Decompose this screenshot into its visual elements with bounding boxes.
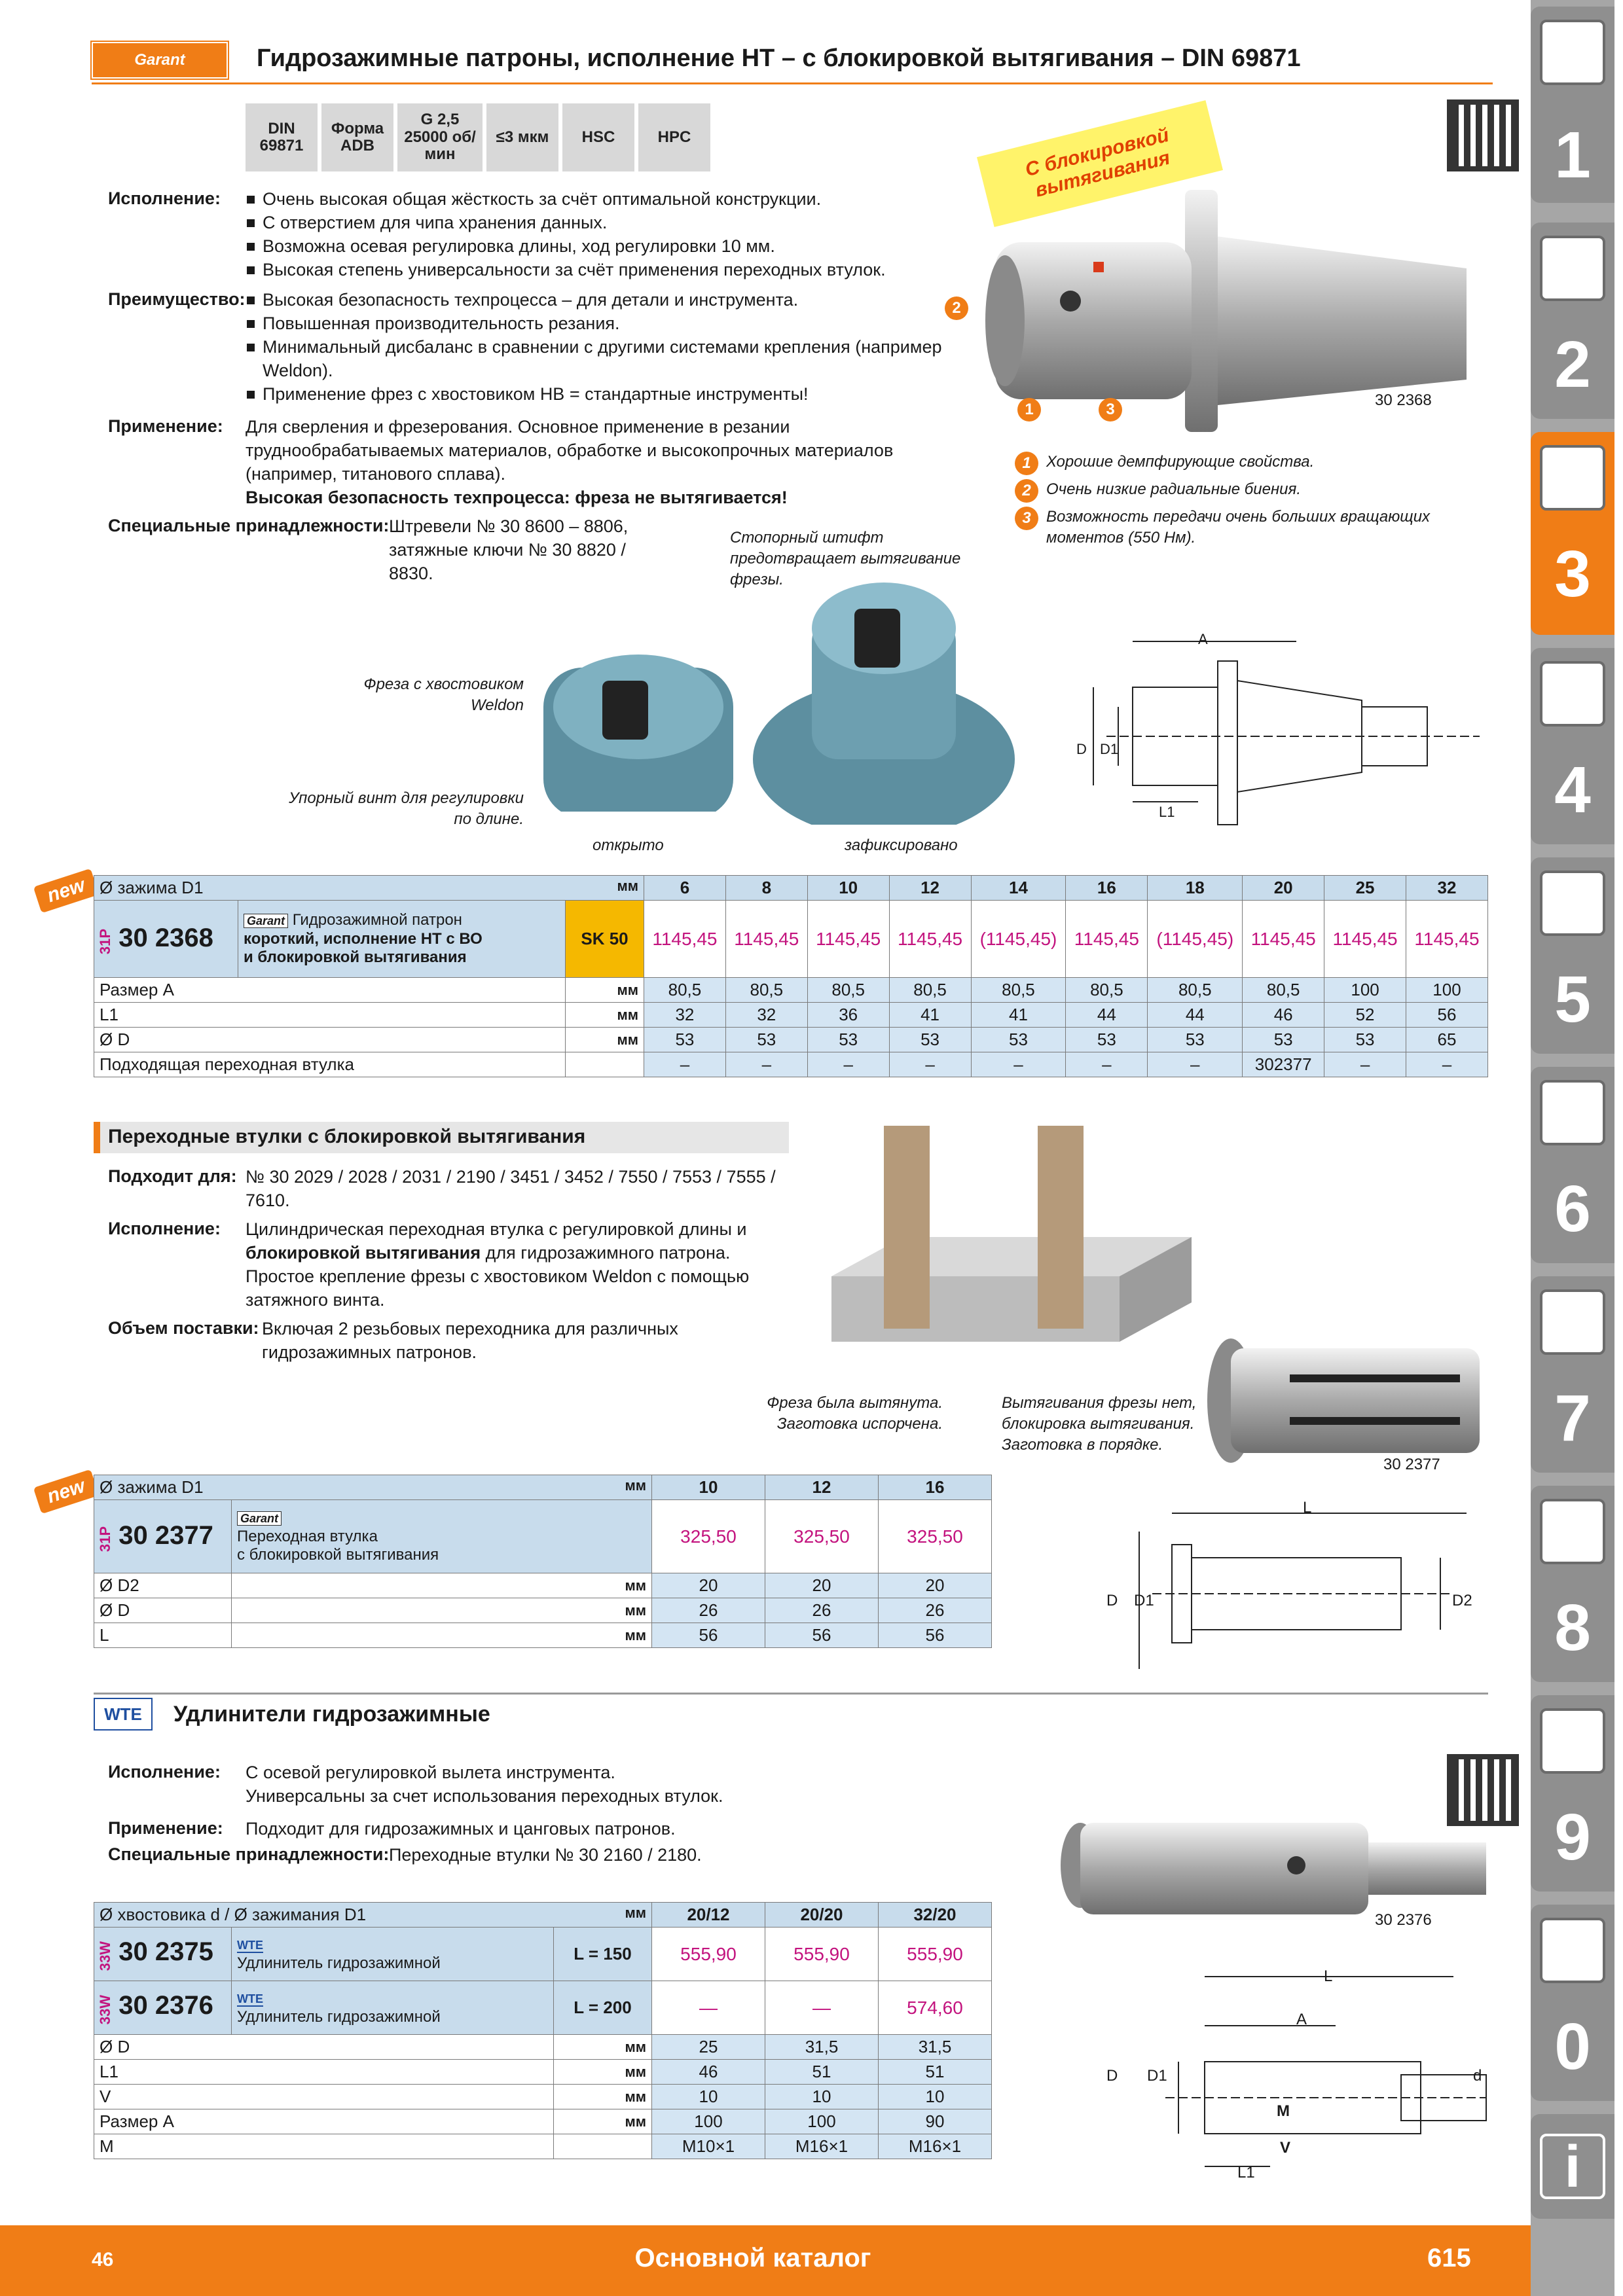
section-title-extensions: Удлинители гидрозажимные bbox=[173, 1702, 490, 1727]
qr-code bbox=[1447, 99, 1519, 171]
list-item: Высокая безопасность техпроцесса – для детали и инструмента. bbox=[246, 288, 998, 312]
qr-code bbox=[1447, 1754, 1519, 1826]
price: 1145,45 bbox=[644, 901, 726, 978]
dim-A: A bbox=[1296, 2011, 1307, 2028]
dim-A: A bbox=[1198, 631, 1208, 647]
price: (1145,45) bbox=[971, 901, 1066, 978]
col-header: 6 bbox=[644, 876, 726, 901]
label-acc3: Специальные принадлежности: bbox=[108, 1844, 390, 1864]
callout-text: Возможность передачи очень больших вращающих моментов (550 Нм). bbox=[1046, 508, 1431, 547]
product-desc: WTE Удлинитель гидрозажимной bbox=[232, 1981, 554, 2035]
header-rule bbox=[92, 82, 1493, 84]
toolholder-icon bbox=[1540, 445, 1605, 511]
table-row: Ø D2 мм 20 20 20 bbox=[94, 1573, 992, 1598]
safety-icon bbox=[1540, 1918, 1605, 1983]
callout-list bbox=[1015, 452, 1473, 548]
weldon-closeup-open bbox=[543, 641, 733, 812]
section-title-sleeves: Переходные втулки с блокировкой вытягивания bbox=[94, 1122, 789, 1153]
dim-d: d bbox=[1473, 2067, 1482, 2085]
product-code: 30 2376 bbox=[119, 1991, 213, 2020]
dim-D1: D1 bbox=[1100, 741, 1119, 757]
table-row: L1 мм 46 51 51 bbox=[94, 2060, 992, 2085]
price: — bbox=[652, 1981, 765, 2035]
dim-D: D bbox=[1106, 1592, 1118, 1609]
annotation-weldon: Фреза с хвостовиком Weldon bbox=[363, 675, 524, 714]
col-header: 32 bbox=[1406, 876, 1488, 901]
list-item: Повышенная производительность резания. bbox=[246, 312, 998, 335]
table-row: V мм 10 10 10 bbox=[94, 2085, 992, 2109]
side-tab-3[interactable]: 3 bbox=[1531, 432, 1614, 635]
product-code: 30 2377 bbox=[119, 1520, 213, 1550]
price: 555,90 bbox=[879, 1928, 992, 1981]
col-header-label: Ø хвостовика d / Ø зажимания D1 мм bbox=[94, 1903, 652, 1928]
dim-D2: D2 bbox=[1452, 1592, 1472, 1609]
side-tab-9[interactable]: 9 bbox=[1531, 1695, 1614, 1892]
price: — bbox=[765, 1981, 879, 2035]
table-302368 bbox=[94, 875, 1488, 1077]
price: 325,50 bbox=[765, 1500, 879, 1573]
length-label: L = 150 bbox=[554, 1928, 652, 1981]
badge-hpc: HPC bbox=[638, 103, 710, 171]
side-tab-1[interactable]: 1 bbox=[1531, 7, 1614, 203]
new-badge: new bbox=[33, 1469, 99, 1514]
sleeve-image bbox=[1205, 1335, 1486, 1466]
product-desc: WTE Удлинитель гидрозажимной bbox=[232, 1928, 554, 1981]
col-header: 14 bbox=[971, 876, 1066, 901]
isp2-text: Цилиндрическая переходная втулка с регулировкой длины и блокировкой вытягивания для гидрозажимного патрона. Простое крепление фрезы с хвостовиком Weldon с помощью затяжного винта. bbox=[246, 1219, 750, 1310]
badge-runout: ≤3 мкм bbox=[486, 103, 558, 171]
footer-title: Основной каталог bbox=[634, 2244, 871, 2272]
image-code-ext: 30 2376 bbox=[1375, 1911, 1432, 1929]
pliers-icon bbox=[1540, 1289, 1605, 1355]
callout-marker-3: 3 bbox=[1015, 507, 1038, 530]
col-header: 25 bbox=[1324, 876, 1406, 901]
label-open: открыто bbox=[593, 836, 664, 854]
label-primenenie: Применение: bbox=[108, 416, 223, 436]
table-row: L мм 56 56 56 bbox=[94, 1623, 992, 1648]
col-header-label: Ø зажима D1 мм bbox=[94, 876, 644, 901]
label-accessories: Специальные принадлежности: bbox=[108, 516, 390, 535]
badge-form: Форма ADB bbox=[321, 103, 393, 171]
annotation-pin: Стопорный штифт предотвращает вытягивание фрезы. bbox=[730, 529, 961, 588]
primenenie-bold: Высокая безопасность техпроцесса: фреза не вытягивается! bbox=[246, 488, 788, 507]
table-row: L1 мм 32 32 36 41 41 44 44 46 52 56 bbox=[94, 1003, 1488, 1028]
weldon-closeup-fixed bbox=[746, 576, 1021, 825]
image-code-sleeve: 30 2377 bbox=[1383, 1456, 1440, 1473]
ispolnenie-list bbox=[246, 187, 998, 281]
list-item: Высокая степень универсальности за счёт применения переходных втулок. bbox=[246, 258, 998, 281]
dim-D1: D1 bbox=[1134, 1592, 1154, 1609]
footer-left: 46 bbox=[92, 2249, 114, 2270]
dim-L: L bbox=[1303, 1499, 1312, 1516]
callout-marker-2: 2 bbox=[1015, 479, 1038, 503]
extension-image bbox=[1054, 1820, 1493, 1924]
price: 1145,45 bbox=[725, 901, 807, 978]
page-title: Гидрозажимные патроны, исполнение НТ – с блокировкой вытягивания – DIN 69871 bbox=[257, 45, 1301, 72]
col-header: 32/20 bbox=[879, 1903, 992, 1928]
product-desc: Garant Переходная втулка с блокировкой вытягивания bbox=[232, 1500, 652, 1573]
product-desc: Garant Гидрозажимной патрон короткий, исполнение НТ с ВО и блокировкой вытягивания bbox=[238, 901, 566, 978]
col-header: 20 bbox=[1243, 876, 1324, 901]
col-header: 12 bbox=[889, 876, 971, 901]
wte-logo: WTE bbox=[94, 1698, 153, 1731]
fits-text: № 30 2029 / 2028 / 2031 / 2190 / 3451 / 3452 / 7550 / 7553 / 7555 / 7610. bbox=[246, 1167, 776, 1210]
accessories-text: Штревели № 30 8600 – 8806, затяжные ключи № 30 8820 / 8830. bbox=[389, 516, 629, 583]
callout-text: Хорошие демпфирующие свойства. bbox=[1046, 453, 1315, 471]
col-header: 20/12 bbox=[652, 1903, 765, 1928]
product-id-cell: 33W 30 2376 bbox=[94, 1981, 232, 2035]
image-code-main: 30 2368 bbox=[1375, 391, 1432, 409]
dim-L: L bbox=[1324, 1967, 1333, 1985]
label-ispolnenie: Исполнение: bbox=[108, 188, 221, 208]
col-header: 8 bbox=[725, 876, 807, 901]
drawing-holder bbox=[1074, 635, 1486, 844]
side-tab-8[interactable]: 8 bbox=[1531, 1486, 1614, 1682]
dim-D: D bbox=[1106, 2067, 1118, 2085]
label-fits: Подходит для: bbox=[108, 1166, 237, 1186]
drill-icon bbox=[1540, 20, 1605, 85]
label-isp2: Исполнение: bbox=[108, 1219, 221, 1238]
new-badge: new bbox=[33, 869, 99, 913]
table-extensions bbox=[94, 1902, 992, 2159]
col-header: 12 bbox=[765, 1475, 879, 1500]
price: 555,90 bbox=[765, 1928, 879, 1981]
table-row: Размер A мм 100 100 90 bbox=[94, 2109, 992, 2134]
col-header: 10 bbox=[652, 1475, 765, 1500]
label-fixed: зафиксировано bbox=[845, 836, 958, 854]
annotation-pulled: Фреза была вытянута. Заготовка испорчена. bbox=[767, 1394, 943, 1433]
footer-page-number: 615 bbox=[1427, 2244, 1471, 2272]
prim3-text: Подходит для гидрозажимных и цанговых патронов. bbox=[246, 1819, 676, 1839]
price: 325,50 bbox=[652, 1500, 765, 1573]
col-header-label: Ø зажима D1 мм bbox=[94, 1475, 652, 1500]
product-code: 30 2368 bbox=[119, 923, 213, 952]
col-header: 16 bbox=[879, 1475, 992, 1500]
list-item: Возможна осевая регулировка длины, ход регулировки 10 мм. bbox=[246, 234, 998, 258]
col-header: 20/20 bbox=[765, 1903, 879, 1928]
table-row: Подходящая переходная втулка – – – – – – – 302377 – – bbox=[94, 1052, 1488, 1077]
caliper-icon bbox=[1540, 661, 1605, 726]
workbench-icon bbox=[1540, 1499, 1605, 1564]
drawing-sleeve bbox=[1113, 1505, 1480, 1676]
annotation-screw: Упорный винт для регулировки по длине. bbox=[289, 789, 524, 828]
length-label: L = 200 bbox=[554, 1981, 652, 2035]
price: (1145,45) bbox=[1148, 901, 1243, 978]
price: 1145,45 bbox=[889, 901, 971, 978]
primenenie-text: Для сверления и фрезерования. Основное применение в резании труднообрабатываемых материалов, обработке и высокопрочных материалов (например, титанового сплава). bbox=[246, 417, 894, 484]
table-row: M M10×1 M16×1 M16×1 bbox=[94, 2134, 992, 2159]
side-tab-4[interactable]: 4 bbox=[1531, 648, 1614, 844]
callout-marker-3: 3 bbox=[1099, 398, 1122, 422]
preim-list bbox=[246, 288, 998, 406]
label-volume: Объем поставки: bbox=[108, 1318, 259, 1338]
acc3-text: Переходные втулки № 30 2160 / 2180. bbox=[389, 1845, 702, 1865]
label-isp3: Исполнение: bbox=[108, 1762, 221, 1782]
price: 1145,45 bbox=[1324, 901, 1406, 978]
callout-marker-1: 1 bbox=[1015, 452, 1038, 475]
table-row: Ø D мм 53 53 53 53 53 53 53 53 53 65 bbox=[94, 1028, 1488, 1052]
label-preim: Преимущество: bbox=[108, 289, 246, 309]
col-header: 18 bbox=[1148, 876, 1243, 901]
product-code: 30 2375 bbox=[119, 1937, 213, 1967]
side-tab-2[interactable]: 2 bbox=[1531, 223, 1614, 419]
callout-text: Очень низкие радиальные биения. bbox=[1046, 480, 1302, 498]
product-id-cell: 31P 30 2368 bbox=[94, 901, 238, 978]
dim-M: M bbox=[1277, 2102, 1290, 2120]
price: 555,90 bbox=[652, 1928, 765, 1981]
volume-text: Включая 2 резьбовых переходника для различных гидрозажимных патронов. bbox=[262, 1319, 678, 1362]
insert-icon bbox=[1540, 236, 1605, 301]
callout-marker-2: 2 bbox=[945, 296, 968, 320]
price: 574,60 bbox=[879, 1981, 992, 2035]
side-tab-info[interactable]: i bbox=[1531, 2114, 1614, 2219]
col-header: 16 bbox=[1066, 876, 1148, 901]
badge-hsc: HSC bbox=[562, 103, 634, 171]
garant-logo: Garant bbox=[92, 42, 228, 79]
tools-icon bbox=[1540, 1080, 1605, 1145]
cabinet-icon bbox=[1540, 1708, 1605, 1774]
table-302377 bbox=[94, 1475, 992, 1648]
product-id-cell: 33W 30 2375 bbox=[94, 1928, 232, 1981]
isp3-line1: С осевой регулировкой вылета инструмента. bbox=[246, 1763, 615, 1782]
price: 1145,45 bbox=[1243, 901, 1324, 978]
callout-marker-1: 1 bbox=[1017, 398, 1041, 422]
spec-badges bbox=[246, 103, 710, 171]
badge-balance: G 2,5 25000 об/мин bbox=[397, 103, 483, 171]
annotation-ok: Вытягивания фрезы нет, блокировка вытягивания. Заготовка в порядке. bbox=[1002, 1394, 1197, 1454]
taper-label: SK 50 bbox=[566, 901, 644, 978]
table-row: Ø D мм 26 26 26 bbox=[94, 1598, 992, 1623]
dim-L1: L1 bbox=[1237, 2164, 1255, 2181]
price: 1145,45 bbox=[1066, 901, 1148, 978]
table-row: Ø D мм 25 31,5 31,5 bbox=[94, 2035, 992, 2060]
table-row: Размер A мм 80,5 80,5 80,5 80,5 80,5 80,5 80,5 80,5 100 100 bbox=[94, 978, 1488, 1003]
workpiece-image bbox=[825, 1126, 1205, 1348]
price: 325,50 bbox=[879, 1500, 992, 1573]
dim-V: V bbox=[1280, 2139, 1291, 2157]
section-rule bbox=[94, 1693, 1488, 1695]
sticker-pullout: С блокировкой вытягивания bbox=[977, 100, 1223, 227]
dim-L1: L1 bbox=[1159, 804, 1175, 820]
list-item: Применение фрез с хвостовиком НВ = стандартные инструменты! bbox=[246, 382, 998, 406]
side-tab-5[interactable]: 5 bbox=[1531, 857, 1614, 1054]
price: 1145,45 bbox=[807, 901, 889, 978]
dim-D1: D1 bbox=[1147, 2067, 1167, 2085]
col-header: 10 bbox=[807, 876, 889, 901]
price: 1145,45 bbox=[1406, 901, 1488, 978]
isp3-line2: Универсальны за счет использования переходных втулок. bbox=[246, 1786, 723, 1806]
label-prim3: Применение: bbox=[108, 1818, 223, 1838]
side-tab-0[interactable]: 0 bbox=[1531, 1905, 1614, 2101]
side-tab-6[interactable]: 6 bbox=[1531, 1067, 1614, 1263]
side-tab-7[interactable]: 7 bbox=[1531, 1276, 1614, 1473]
list-item: С отверстием для чипа хранения данных. bbox=[246, 211, 998, 234]
dim-D: D bbox=[1076, 741, 1087, 757]
saw-blade-icon bbox=[1540, 870, 1605, 936]
list-item: Очень высокая общая жёсткость за счёт оптимальной конструкции. bbox=[246, 187, 998, 211]
badge-din: DIN 69871 bbox=[246, 103, 318, 171]
product-id-cell: 31P 30 2377 bbox=[94, 1500, 232, 1573]
list-item: Минимальный дисбаланс в сравнении с другими системами крепления (например Weldon). bbox=[246, 335, 998, 382]
